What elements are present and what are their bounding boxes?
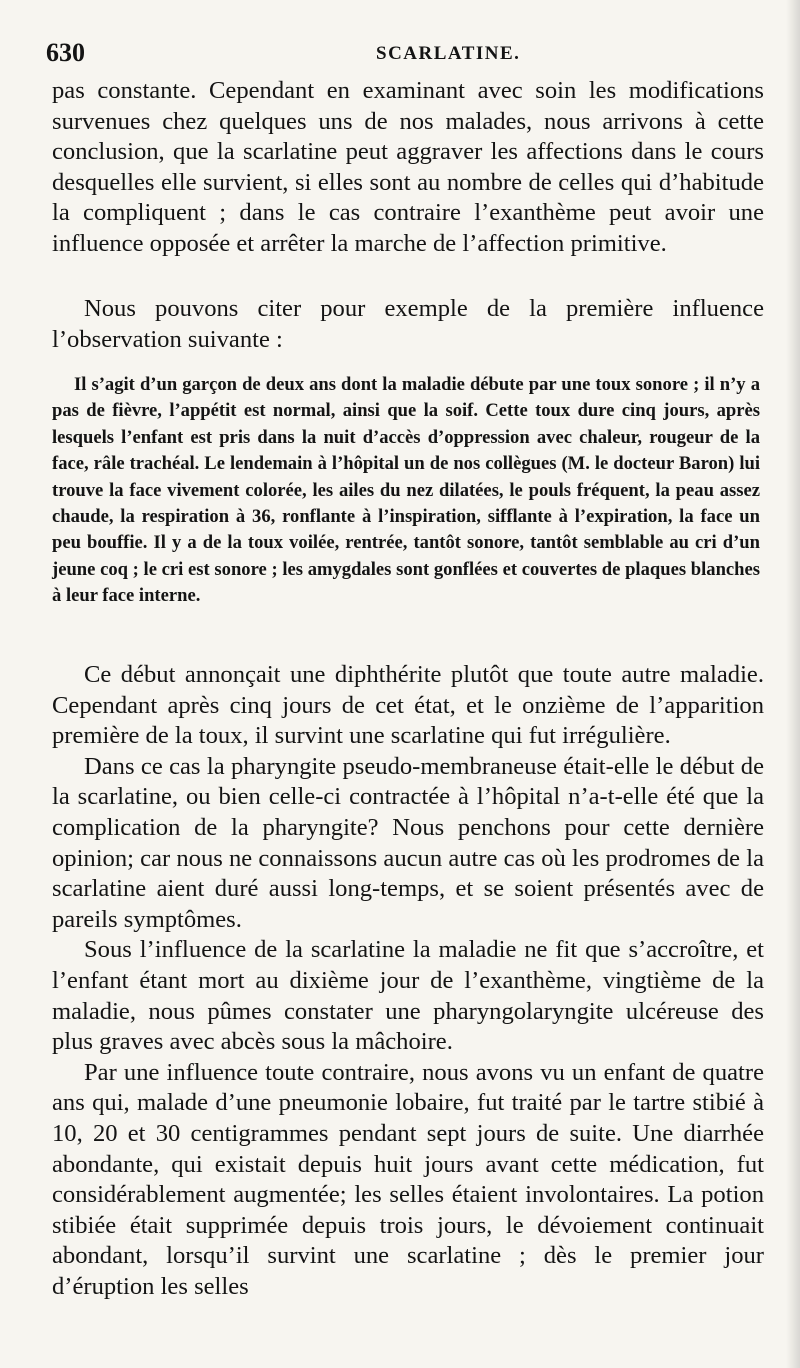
page-header <box>46 38 776 74</box>
text-block-discussion <box>52 660 764 1302</box>
paragraph-pharyngitis: Dans ce cas la pharyngite pseudo-membraneuse était-elle le début de la scarlatine, ou bien celle-ci contractée à l’hôpital n’a-t-elle été que la complication de la pharyngite? Nous penchons pour cette dernière opinion; car nous ne connaissons aucun autre cas où les prodromes de la scarlatine aient duré aussi long-temps, et se soient présentés avec de pareils symptômes. <box>52 752 764 933</box>
paragraph-continuation: pas constante. Cependant en examinant avec soin les modifications survenues chez quelques uns de nos malades, nous arrivons à cette conclusion, que la scarlatine peut aggraver les affections dans le cours desquelles elle survient, si elles sont au nombre de celles qui d’habitude la compliquent ; dans le cas contraire l’exanthème peut avoir une influence opposée et arrêter la marche de l’affection primitive. <box>52 77 764 257</box>
running-head: SCARLATINE. <box>376 43 521 64</box>
page-number: 630 <box>46 38 85 67</box>
paragraph-diphtheria: Ce début annonçait une diphthérite plutôt que toute autre maladie. Cependant après cinq jours de cet état, et le onzième de l’apparition première de la toux, il survint une scarlatine qui fut irrégulière. <box>52 661 764 750</box>
paragraph-outcome: Sous l’influence de la scarlatine la maladie ne fit que s’accroître, et l’enfant étant mort au dixième jour de l’exanthème, vingtième de la maladie, nous pûmes constater une pharyngolaryngite ulcéreuse des plus graves avec abcès sous la mâchoire. <box>52 936 764 1056</box>
text-block-intro <box>52 294 764 355</box>
paragraph-contrary-case: Par une influence toute contraire, nous avons vu un enfant de quatre ans qui, malade d’une pneumonie lobaire, fut traité par le tartre stibié à 10, 20 et 30 centigrammes pendant sept jours de suite. Une diarrhée abondante, qui existait depuis huit jours avant cette médication, fut considérablement augmentée; les selles étaient involontaires. La potion stibiée était supprimée depuis trois jours, le dévoiement continuait abondant, lorsqu’il survint une scarlatine ; dès le premier jour d’éruption les selles <box>52 1058 764 1300</box>
page-edge-shadow <box>786 0 800 1368</box>
paragraph-intro-observation: Nous pouvons citer pour exemple de la première influence l’observation suivante : <box>52 295 764 353</box>
text-block-opening <box>52 76 764 260</box>
observation-block: Il s’agit d’un garçon de deux ans dont la maladie débute par une toux sonore ; il n’y a pas de fièvre, l’appétit est normal, ainsi que la soif. Cette toux dure cinq jours, après lesquels l’enfant est pris dans la nuit d’accès d’oppression avec chaleur, rougeur de la face, râle trachéal. Le lendemain à l’hôpital un de nos collègues (M. le docteur Baron) lui trouve la face vivement colorée, les ailes du nez dilatées, le pouls fréquent, la peau assez chaude, la respiration à 36, ronflante à l’inspiration, sifflante à l’expiration, la face un peu bouffie. Il y a de la toux voilée, rentrée, tantôt sonore, tantôt semblable au cri d’un jeune coq ; le cri est sonore ; les amygdales sont gonflées et couvertes de plaques blanches à leur face interne. <box>52 374 760 607</box>
